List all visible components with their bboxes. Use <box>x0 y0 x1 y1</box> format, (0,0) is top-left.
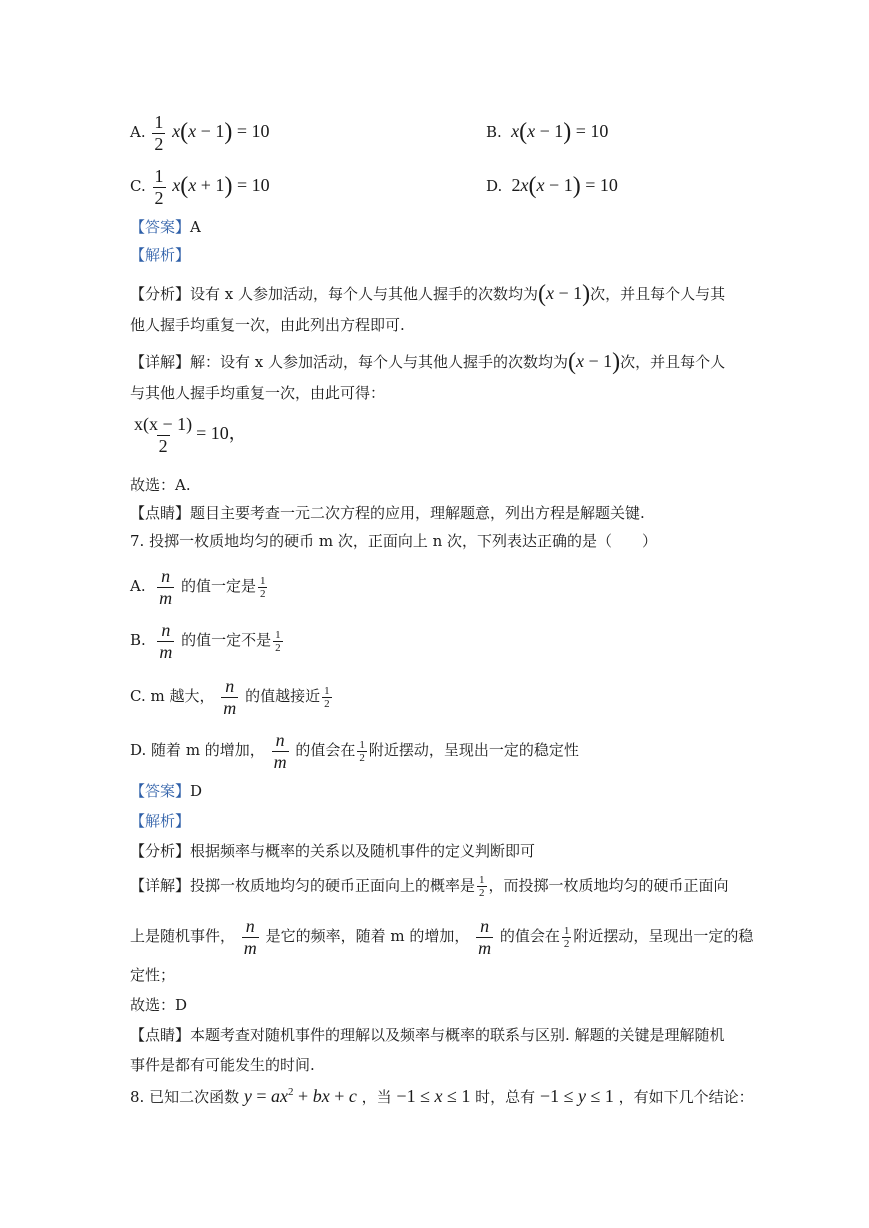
option-c-label: C. <box>130 177 146 196</box>
option-a-label: A. <box>130 123 146 142</box>
q7-option-c: C. m 越大， $\frac{n}{m}$ 的值越接近 $\frac{1}{2}$ <box>130 676 330 718</box>
xiangjie-6-line1: 【详解】解：设有 x 人参加活动，每个人与其他人握手的次数均为(x − 1)次，并且每个人 <box>130 349 726 375</box>
xiangjie-7-line2: 上是随机事件， $\frac{n}{m}$ 是它的频率，随着 m 的增加， $\frac{n}{m}$ 的值会在 $\frac{1}{2}$ 附近摆动，呈现出一定的稳 <box>130 916 754 958</box>
dianjing-7-line1: 【点睛】本题考查对随机事件的理解以及频率与概率的联系与区别. 解题的关键是理解随机 <box>130 1026 725 1044</box>
xiangjie-7-line3: 定性； <box>130 966 176 984</box>
choose-7: 故选：D <box>130 996 188 1014</box>
equation-a: x(x − 1) = 10 <box>172 119 270 146</box>
option-d <box>486 172 618 201</box>
dianjing-7-line2: 事件是都有可能发生的时间. <box>130 1056 315 1074</box>
dianjing-6: 【点睛】题目主要考查一元二次方程的应用，理解题意，列出方程是解题关键. <box>130 504 645 522</box>
xiangjie-7-line1: 【详解】投掷一枚质地均匀的硬币正面向上的概率是 $\frac{1}{2}$ ，而投掷一枚质地均匀的硬币正面向 <box>130 874 729 900</box>
fenxi-7: 【分析】根据频率与概率的关系以及随机事件的定义判断即可 <box>130 842 536 860</box>
option-d-label: D. <box>486 177 503 195</box>
answer-7: 【答案】D <box>130 782 203 800</box>
q8-function: $y = ax^2$ + bx + c <box>243 1086 357 1106</box>
q7-stem: 7. 投掷一枚质地均匀的硬币 m 次，正面向上 n 次，下列表达正确的是（ ） <box>130 532 658 550</box>
equation-c: x(x + 1) = 10 <box>172 173 270 200</box>
analysis-tag-7: 【解析】 <box>130 812 191 830</box>
equation-b: x(x − 1) = 10 <box>511 119 609 145</box>
option-b <box>486 118 608 147</box>
q7-option-a: A. $\frac{n}{m}$ 的值一定是 $\frac{1}{2}$ <box>130 566 266 608</box>
q8-stem: 8. 已知二次函数 $y = ax^2$ + bx + c ，当 −1 ≤ x ≤ 1 时，总有 −1 ≤ y ≤ 1 ，有如下几个结论： <box>130 1086 754 1106</box>
answer-value: A <box>190 218 201 236</box>
q8-y-range: −1 ≤ y ≤ 1 <box>539 1086 614 1106</box>
answer-6 <box>130 218 201 236</box>
q8-x-range: −1 ≤ x ≤ 1 <box>396 1086 471 1106</box>
equation-main: $\frac{x(x - 1)}{2}$ = 10， <box>134 414 247 456</box>
analysis-tag: 【解析】 <box>130 246 191 264</box>
fraction-half: $\frac{1}{2}$ <box>154 166 164 208</box>
fraction-half: $\frac{1}{2}$ <box>154 112 164 154</box>
answer-tag: 【答案】 <box>130 218 191 236</box>
xiangjie-6-line2: 与其他人握手均重复一次，由此可得： <box>130 384 386 402</box>
fenxi-6-line1: 【分析】设有 x 人参加活动，每个人与其他人握手的次数均为(x − 1)次，并且每个人与其 <box>130 281 726 307</box>
option-b-label: B. <box>486 123 502 141</box>
choose-6: 故选：A. <box>130 476 191 494</box>
equation-d: 2x(x − 1) = 10 <box>507 173 618 199</box>
fenxi-6-line2: 他人握手均重复一次，由此列出方程即可. <box>130 316 405 334</box>
q7-option-d: D. 随着 m 的增加， $\frac{n}{m}$ 的值会在 $\frac{1}{2}$ 附近摆动，呈现出一定的稳定性 <box>130 730 579 772</box>
option-c <box>130 166 270 208</box>
option-a <box>130 112 269 154</box>
q7-option-b: B. $\frac{n}{m}$ 的值一定不是 $\frac{1}{2}$ <box>130 620 281 662</box>
